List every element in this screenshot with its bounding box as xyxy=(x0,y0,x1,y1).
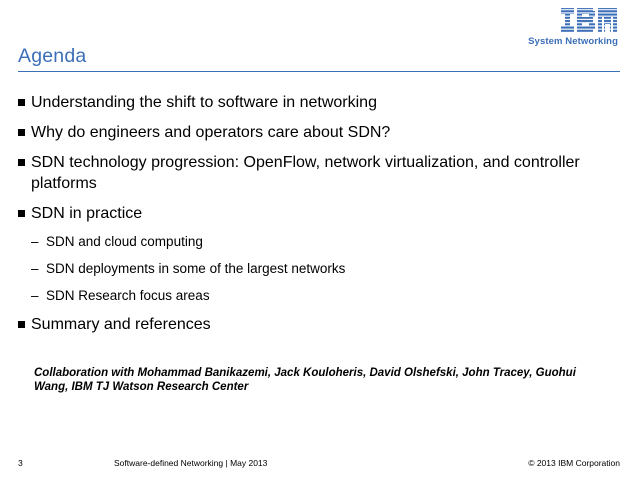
square-bullet-icon xyxy=(18,99,25,106)
square-bullet-icon xyxy=(18,129,25,136)
agenda-sub-item-text: SDN deployments in some of the largest networks xyxy=(46,261,346,276)
agenda-item xyxy=(18,314,618,335)
agenda-sub-item xyxy=(18,233,618,251)
agenda-item-text: SDN technology progression: OpenFlow, network virtualization, and controller platforms xyxy=(31,154,580,192)
agenda-sub-item-text: SDN and cloud computing xyxy=(46,234,203,249)
agenda-sub-item-text: SDN Research focus areas xyxy=(46,288,210,303)
agenda-item-text: Understanding the shift to software in networking xyxy=(31,94,377,111)
logo-subtitle: System Networking xyxy=(528,36,618,47)
ibm-logo-mark xyxy=(560,7,618,33)
collaboration-note: Collaboration with Mohammad Banikazemi, Jack Kouloheris, David Olshefski, John Tracey, Guohui Wang, IBM TJ Watson Research Center xyxy=(34,367,576,393)
page-number: 3 xyxy=(18,458,23,468)
dash-bullet-icon: – xyxy=(31,261,39,276)
agenda-item xyxy=(18,92,618,113)
slide-title: Agenda xyxy=(18,45,87,67)
agenda-item xyxy=(18,152,618,194)
dash-bullet-icon: – xyxy=(31,234,39,249)
square-bullet-icon xyxy=(18,321,25,328)
square-bullet-icon xyxy=(18,210,25,217)
agenda-sub-item xyxy=(18,260,618,278)
ibm-logo xyxy=(518,7,618,47)
square-bullet-icon xyxy=(18,159,25,166)
dash-bullet-icon: – xyxy=(31,288,39,303)
title-divider xyxy=(18,71,620,72)
copyright: © 2013 IBM Corporation xyxy=(528,458,620,468)
agenda-sub-item xyxy=(18,287,618,305)
agenda-list xyxy=(18,92,618,344)
agenda-item-text: Why do engineers and operators care about SDN? xyxy=(31,124,391,141)
agenda-item-text: Summary and references xyxy=(31,316,211,333)
agenda-item xyxy=(18,122,618,143)
agenda-item xyxy=(18,203,618,224)
footer-title: Software-defined Networking | May 2013 xyxy=(114,458,268,468)
agenda-item-text: SDN in practice xyxy=(31,205,143,222)
